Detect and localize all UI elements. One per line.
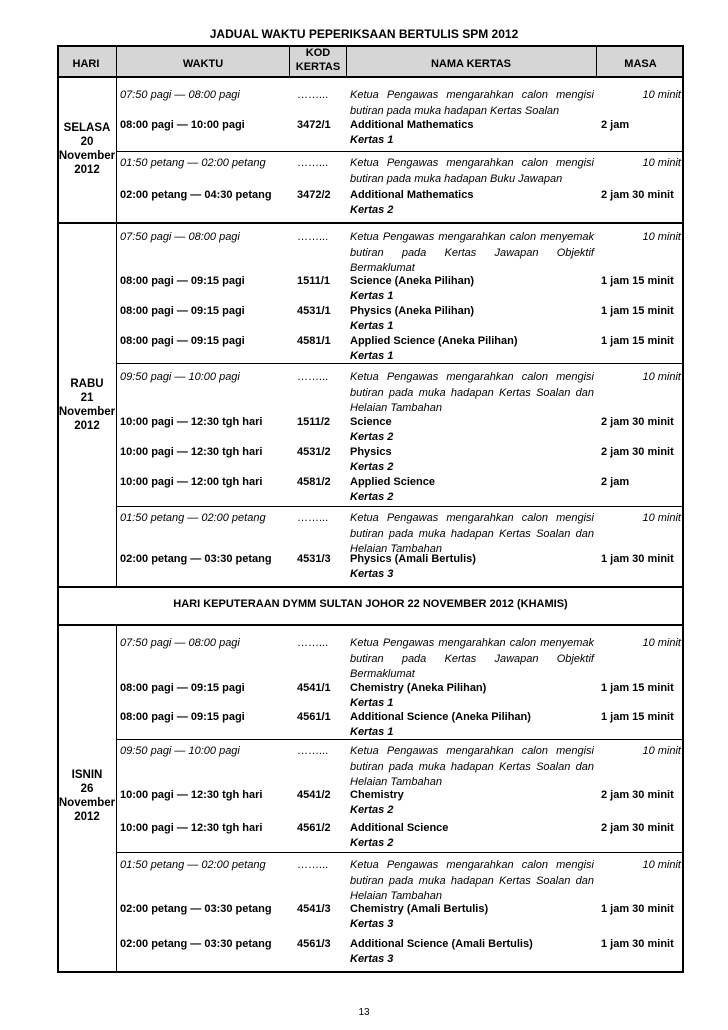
row-note: Ketua Pengawas mengarahkan calon mengisi butiran pada muka hadapan Kertas Soalan dan Helaian Tambahan — [350, 512, 594, 555]
page-title: JADUAL WAKTU PEPERIKSAAN BERTULIS SPM 2012 — [209, 27, 519, 41]
row-nama: Chemistry — [350, 789, 404, 801]
row-kertas: Kertas 1 — [350, 697, 394, 709]
row-kod: ……... — [297, 157, 329, 169]
day-rabu: RABU 21 November 2012 — [58, 378, 116, 432]
row-kertas: Kertas 1 — [350, 134, 394, 146]
row-kod: 4531/3 — [297, 553, 331, 565]
row-kod: ……... — [297, 637, 329, 649]
row-masa: 1 jam 30 minit — [601, 553, 674, 565]
row-waktu: 07:50 pagi — 08:00 pagi — [120, 231, 240, 243]
row-waktu: 01:50 petang — 02:00 petang — [120, 859, 266, 871]
row-nama: Chemistry (Amali Bertulis) — [350, 903, 489, 915]
header-hari: HARI — [72, 58, 100, 70]
row-kod: 4541/3 — [297, 903, 331, 915]
row-kertas: Kertas 2 — [350, 204, 394, 216]
row-kertas: Kertas 3 — [350, 953, 394, 965]
row-masa: 1 jam 15 minit — [601, 711, 674, 723]
row-nama: Science — [350, 416, 392, 428]
header-divider — [289, 45, 290, 78]
row-waktu: 02:00 petang — 03:30 petang — [120, 903, 272, 915]
header-nama-kertas: NAMA KERTAS — [430, 58, 512, 70]
row-nama: Additional Mathematics — [350, 119, 474, 131]
header-kod: KOD — [305, 47, 331, 59]
row-kod: 4581/1 — [297, 335, 331, 347]
row-kertas: Kertas 2 — [350, 804, 394, 816]
row-masa: 1 jam 15 minit — [601, 275, 674, 287]
row-masa: 2 jam 30 minit — [601, 446, 674, 458]
header-masa: MASA — [624, 58, 657, 70]
block-border — [57, 586, 684, 588]
row-nama: Physics — [350, 446, 392, 458]
row-masa: 1 jam 15 minit — [601, 682, 674, 694]
header-divider — [116, 45, 117, 78]
row-nama: Additional Science — [350, 822, 449, 834]
row-kod: 3472/2 — [297, 189, 331, 201]
row-masa: 10 minit — [642, 371, 681, 383]
row-kod: ……... — [297, 745, 329, 757]
row-nama: Applied Science (Aneka Pilihan) — [350, 335, 518, 347]
row-masa: 10 minit — [642, 745, 681, 757]
row-nama: Applied Science — [350, 476, 435, 488]
row-waktu: 10:00 pagi — 12:00 tgh hari — [120, 476, 263, 488]
row-masa: 10 minit — [642, 512, 681, 524]
row-masa: 2 jam — [601, 476, 630, 488]
row-waktu: 08:00 pagi — 09:15 pagi — [120, 305, 245, 317]
row-nama: Physics (Amali Bertulis) — [350, 553, 476, 565]
row-kod: 4541/2 — [297, 789, 331, 801]
row-masa: 2 jam 30 minit — [601, 822, 674, 834]
row-kertas: Kertas 1 — [350, 350, 394, 362]
row-waktu: 10:00 pagi — 12:30 tgh hari — [120, 416, 263, 428]
header-kertas: KERTAS — [295, 61, 341, 73]
row-kod: 1511/2 — [297, 416, 331, 428]
row-kertas: Kertas 2 — [350, 461, 394, 473]
day-selasa: SELASA 20 November 2012 — [58, 122, 116, 176]
row-waktu: 07:50 pagi — 08:00 pagi — [120, 89, 240, 101]
row-kod: ……... — [297, 371, 329, 383]
block-border — [57, 624, 684, 626]
row-waktu: 10:00 pagi — 12:30 tgh hari — [120, 789, 263, 801]
row-kod: ……... — [297, 512, 329, 524]
row-waktu: 02:00 petang — 03:30 petang — [120, 938, 272, 950]
header-divider — [346, 45, 347, 78]
row-kertas: Kertas 2 — [350, 431, 394, 443]
header-divider — [596, 45, 597, 78]
session-separator — [116, 739, 684, 740]
row-masa: 1 jam 15 minit — [601, 335, 674, 347]
row-kertas: Kertas 1 — [350, 726, 394, 738]
session-separator — [116, 363, 684, 364]
row-kod: 4541/1 — [297, 682, 331, 694]
row-kertas: Kertas 2 — [350, 837, 394, 849]
row-kertas: Kertas 1 — [350, 290, 394, 302]
row-waktu: 09:50 pagi — 10:00 pagi — [120, 745, 240, 757]
session-separator — [116, 506, 684, 507]
row-nama: Additional Science (Aneka Pilihan) — [350, 711, 531, 723]
row-kertas: Kertas 3 — [350, 568, 394, 580]
row-masa: 10 minit — [642, 231, 681, 243]
row-kod: 4531/2 — [297, 446, 331, 458]
row-masa: 2 jam 30 minit — [601, 416, 674, 428]
row-note: Ketua Pengawas mengarahkan calon mengisi butiran pada muka hadapan Buku Jawapan — [350, 157, 594, 185]
row-masa: 10 minit — [642, 89, 681, 101]
row-nama: Chemistry (Aneka Pilihan) — [350, 682, 487, 694]
row-waktu: 10:00 pagi — 12:30 tgh hari — [120, 822, 263, 834]
row-note: Ketua Pengawas mengarahkan calon mengisi butiran pada muka hadapan Kertas Soalan — [350, 89, 594, 117]
row-kertas: Kertas 2 — [350, 491, 394, 503]
row-masa: 1 jam 15 minit — [601, 305, 674, 317]
row-note: Ketua Pengawas mengarahkan calon mengisi butiran pada muka hadapan Kertas Soalan dan Helaian Tambahan — [350, 745, 594, 788]
row-waktu: 08:00 pagi — 09:15 pagi — [120, 711, 245, 723]
row-masa: 10 minit — [642, 157, 681, 169]
row-kod: 4561/3 — [297, 938, 331, 950]
row-masa: 1 jam 30 minit — [601, 938, 674, 950]
row-waktu: 01:50 petang — 02:00 petang — [120, 157, 266, 169]
row-waktu: 07:50 pagi — 08:00 pagi — [120, 637, 240, 649]
row-waktu: 02:00 petang — 03:30 petang — [120, 553, 272, 565]
row-kertas: Kertas 3 — [350, 918, 394, 930]
row-kod: ……... — [297, 859, 329, 871]
row-masa: 2 jam — [601, 119, 630, 131]
header-waktu: WAKTU — [182, 58, 224, 70]
row-kod: 4561/2 — [297, 822, 331, 834]
row-waktu: 09:50 pagi — 10:00 pagi — [120, 371, 240, 383]
row-waktu: 08:00 pagi — 09:15 pagi — [120, 682, 245, 694]
row-note: Ketua Pengawas mengarahkan calon menyemak butiran pada Kertas Jawapan Objektif Bermaklumat — [350, 637, 594, 680]
row-waktu: 01:50 petang — 02:00 petang — [120, 512, 266, 524]
row-kod: 4531/1 — [297, 305, 331, 317]
row-kod: 3472/1 — [297, 119, 331, 131]
row-masa: 10 minit — [642, 859, 681, 871]
row-kod: ……... — [297, 89, 329, 101]
row-masa: 1 jam 30 minit — [601, 903, 674, 915]
row-masa: 10 minit — [642, 637, 681, 649]
session-separator — [116, 852, 684, 853]
row-nama: Additional Science (Amali Bertulis) — [350, 938, 533, 950]
row-kod: ……... — [297, 231, 329, 243]
row-waktu: 02:00 petang — 04:30 petang — [120, 189, 272, 201]
row-note: Ketua Pengawas mengarahkan calon mengisi butiran pada muka hadapan Kertas Soalan dan Helaian Tambahan — [350, 371, 594, 414]
row-waktu: 08:00 pagi — 09:15 pagi — [120, 335, 245, 347]
row-kertas: Kertas 1 — [350, 320, 394, 332]
row-kod: 1511/1 — [297, 275, 331, 287]
row-kod: 4581/2 — [297, 476, 331, 488]
row-waktu: 10:00 pagi — 12:30 tgh hari — [120, 446, 263, 458]
row-masa: 2 jam 30 minit — [601, 789, 674, 801]
row-nama: Science (Aneka Pilihan) — [350, 275, 475, 287]
row-masa: 2 jam 30 minit — [601, 189, 674, 201]
day-isnin: ISNIN 26 November 2012 — [58, 769, 116, 823]
row-nama: Physics (Aneka Pilihan) — [350, 305, 475, 317]
row-note: Ketua Pengawas mengarahkan calon menyemak butiran pada Kertas Jawapan Objektif Bermaklumat — [350, 231, 594, 274]
holiday-notice: HARI KEPUTERAAN DYMM SULTAN JOHOR 22 NOVEMBER 2012 (KHAMIS) — [173, 598, 568, 610]
block-border — [57, 222, 684, 224]
row-waktu: 08:00 pagi — 09:15 pagi — [120, 275, 245, 287]
session-separator — [116, 151, 684, 152]
row-note: Ketua Pengawas mengarahkan calon mengisi butiran pada muka hadapan Kertas Soalan dan Helaian Tambahan — [350, 859, 594, 902]
row-nama: Additional Mathematics — [350, 189, 474, 201]
row-kod: 4561/1 — [297, 711, 331, 723]
page-number: 13 — [358, 1007, 370, 1018]
row-waktu: 08:00 pagi — 10:00 pagi — [120, 119, 245, 131]
